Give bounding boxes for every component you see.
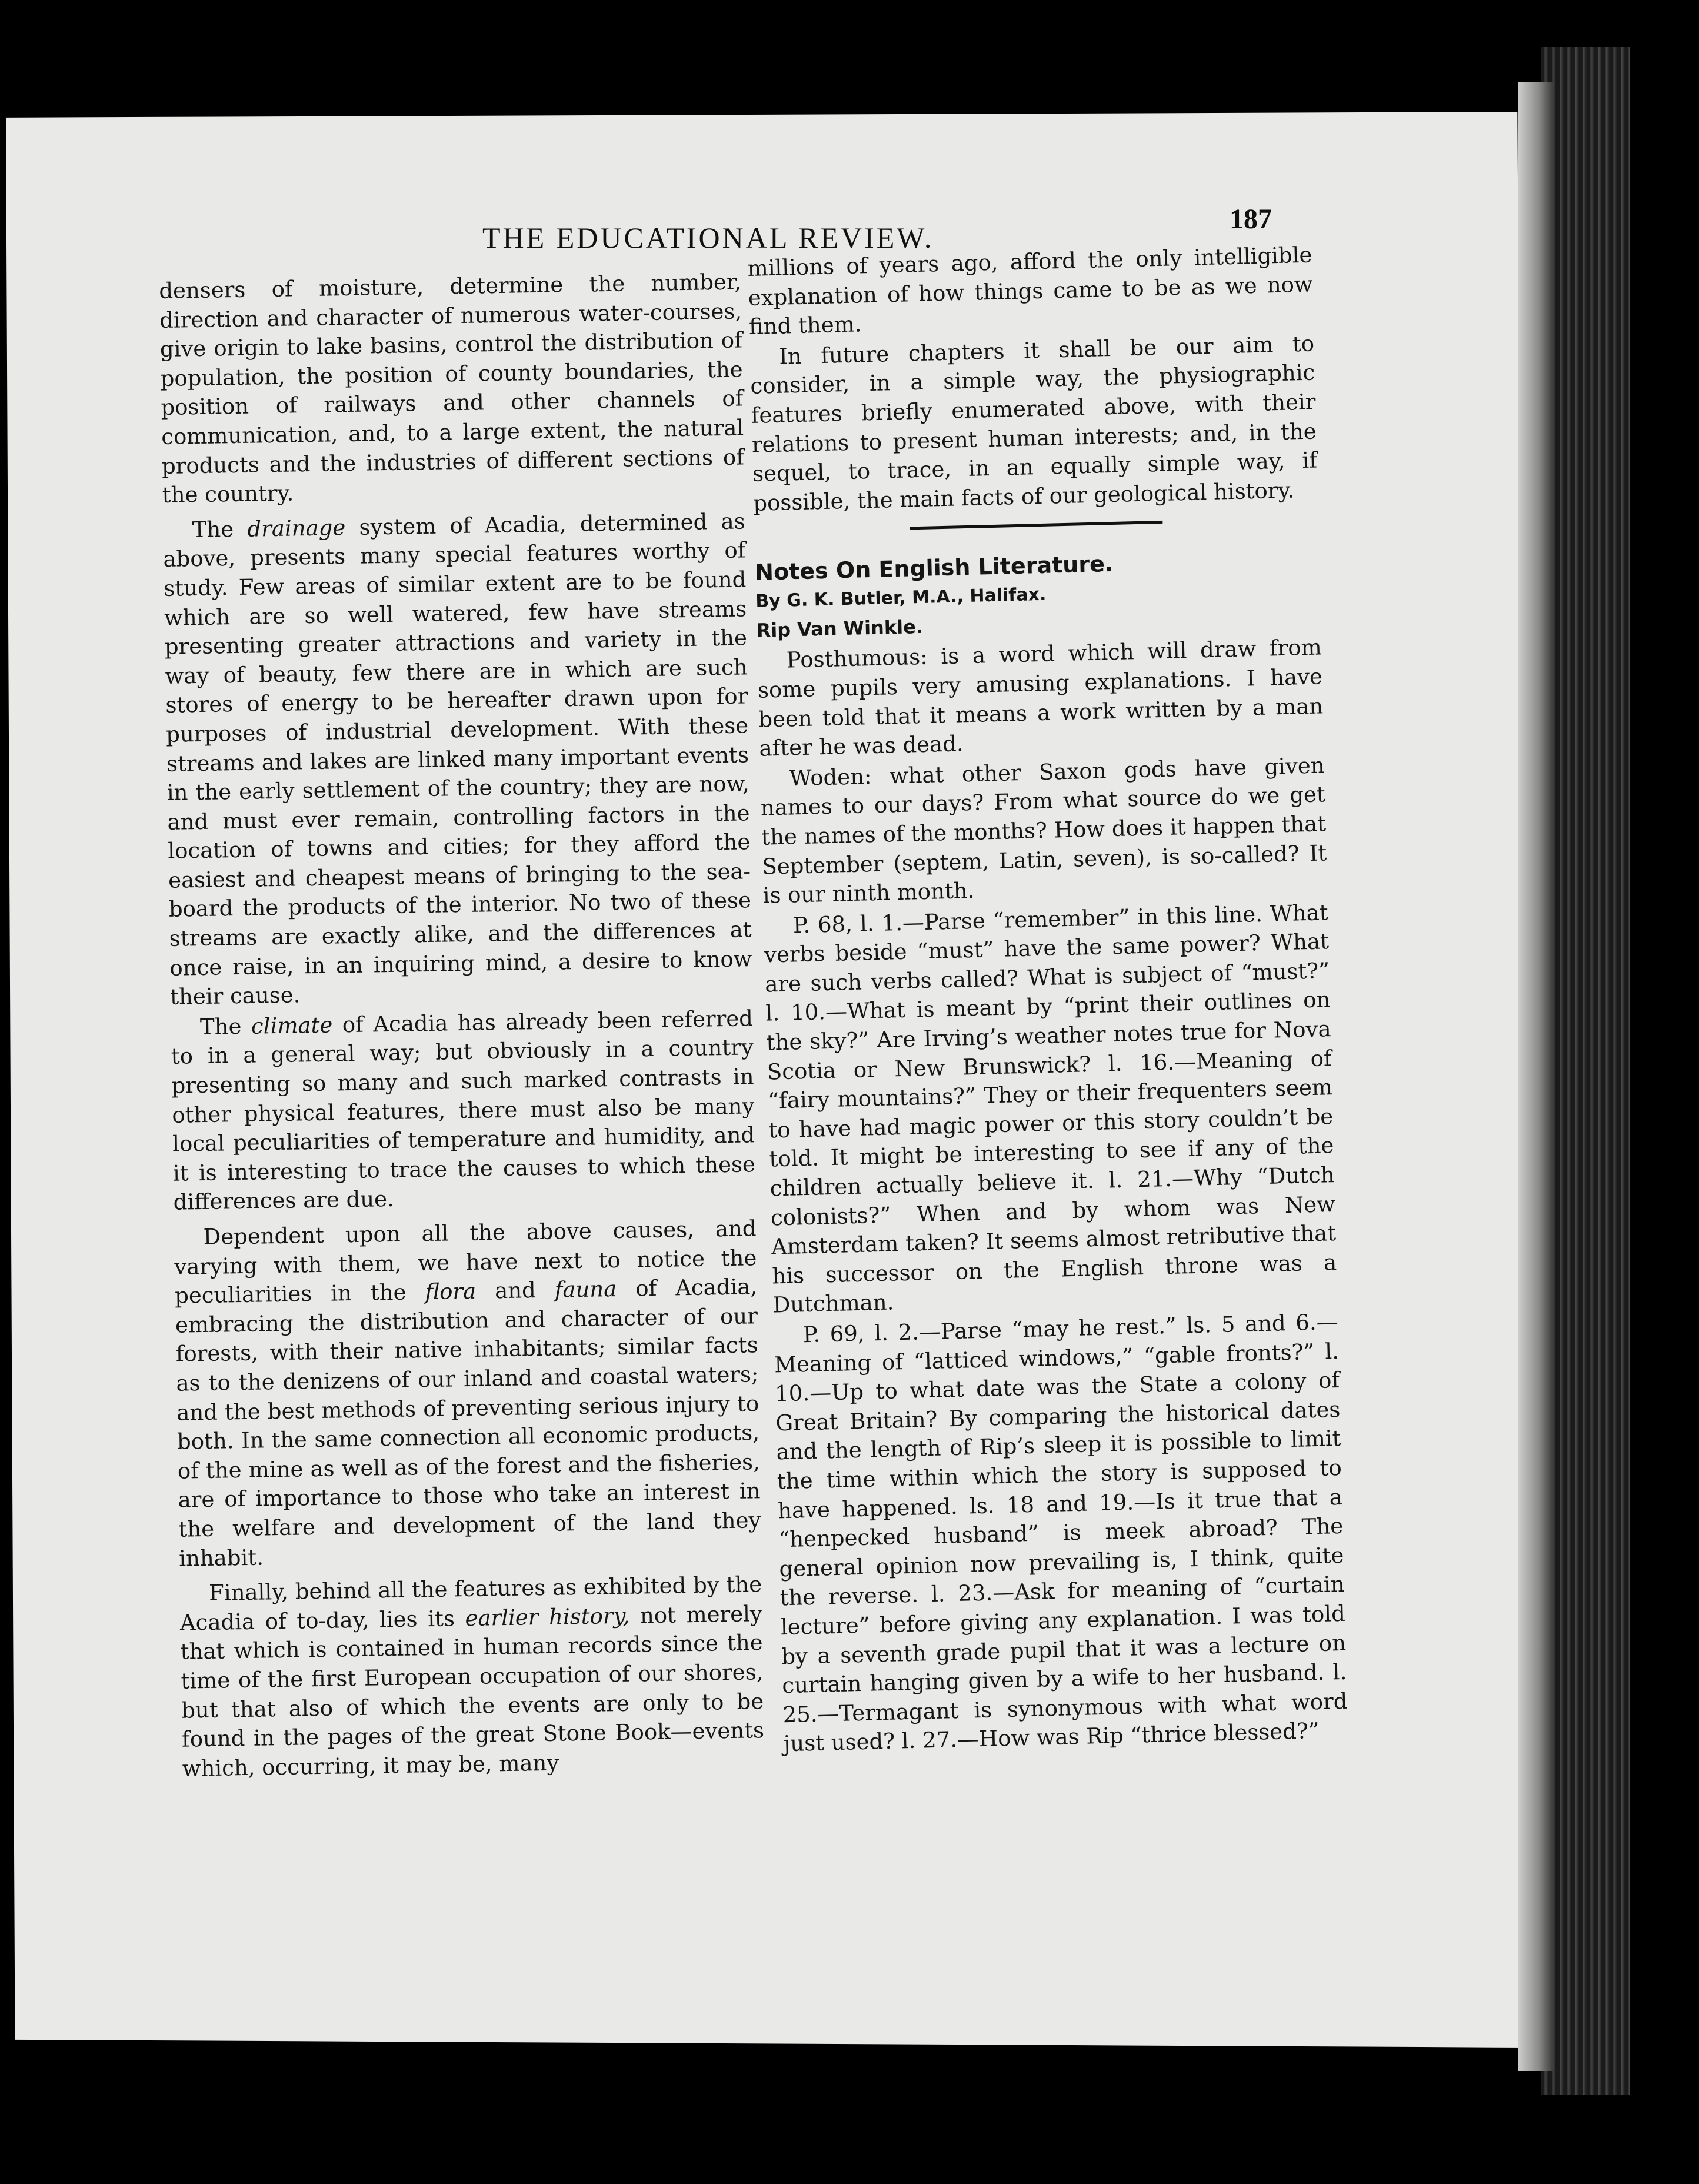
page-gutter-shadow — [1518, 82, 1553, 2071]
article-byline: By G. K. Butler, M.A., Halifax. — [755, 584, 1047, 612]
paragraph-woden: Woden: what other Saxon gods have given names to our days? From what source do we get the names of the months? How does it happen that September (septem, Latin, seven), is so-called? It is our ninth month. — [760, 753, 1327, 908]
paragraph-page-69: P. 69, l. 2.—Parse “may he rest.” ls. 5 and 6.—Meaning of “latticed windows,” “gable fronts?” l. 10.—Up to what date was the State a colony of Great Britain? By comparing the historical dates and the length of Rip’s sleep it is possible to limit the time within which the story is supposed to have happened. ls. 18 and 19.—Is it true that a “henpecked husband” is meek abroad? The general opinion now prevailing is, I think, quite the reverse. l. 23.—Ask for meaning of “curtain lecture” before giving any explanation. I was told by a seventh grade pupil that it was a lecture on curtain hanging given by a wife to her husband. l. 25.—Termagant is synonymous with what word just used? l. 27.—How was Rip “thrice blessed?” — [774, 1309, 1348, 1757]
paragraph-posthumous: Posthumous: is a word which will draw from some pupils very amusing explanations. I have been told that it means a work written by a man after he was dead. — [757, 634, 1324, 761]
page-number: 187 — [1230, 204, 1272, 235]
article-subtitle: Rip Van Winkle. — [756, 615, 924, 642]
paragraph-earlier-history: Finally, behind all the features as exhibited by the Acadia of to-day, lies its earlier history, not merely that which is contained in human records since the time of the first European occupation of our shores, but that also of which the events are only to be found in the pages of the great Stone Book—events which, occurring, it may be, many — [179, 1572, 765, 1782]
article-title: Notes On English Literature. — [754, 551, 1114, 586]
paragraph-continued: millions of years ago, afford the only intelligible explanation of how things came to be as we now find them. — [747, 242, 1314, 340]
paragraph-climate: The climate of Acadia has already been referred to in a general way; but obviously in a country presenting so many and such marked contrasts in other physical features, there must also be many local peculiarities of temperature and humidity, and it is interesting to trace the causes to which these differences are due. — [171, 1006, 756, 1216]
right-column — [747, 241, 1348, 1759]
paragraph-continued: densers of moisture, determine the number, direction and character of numerous water-courses, give origin to lake basins, control the distribution of population, the position of county boundaries, the position of railways and other channels of communication, and, to a large extent, the natural products and the industries of different sections of the country. — [159, 269, 745, 508]
book-page-edges — [1541, 47, 1630, 2095]
journal-title: THE EDUCATIONAL REVIEW. — [482, 221, 934, 254]
left-column — [159, 267, 765, 1783]
paragraph-drainage: The drainage system of Acadia, determined as above, presents many special features worthy of study. Few areas of similar extent are to be found which are so well watered, few have streams presenting greater attractions and variety in the way of beauty, few there are in which are such stores of energy to be hereafter drawn upon for purposes of industrial development. With these streams and lakes are linked many important events in the early settlement of the country; they are now, and must ever remain, controlling factors in the location of towns and cities; for they afford the easiest and cheapest means of bringing to the sea-board the products of the interior. No two of these streams are exactly alike, and the differences at once raise, in an inquiring mind, a desire to know their cause. — [163, 508, 752, 1010]
paragraph-page-68: P. 68, l. 1.—Parse “remember” in this line. What verbs beside “must” have the same power? What are such verbs called? What is subject of “must?” l. 10.—What is meant by “print their outlines on the sky?” Are Irving’s weather notes true for Nova Scotia or New Brunswick? l. 16.—Meaning of “fairy mountains?” They or their frequenters seem to have had magic power or this story couldn’t be told. It might be interesting to see if any of the children actually believe it. l. 21.—Why “Dutch colonists?” When and by whom was New Amsterdam taken? It seems almost retributive that his successor on the English throne was a Dutchman. — [764, 899, 1337, 1318]
paragraph-future-chapters: In future chapters it shall be our aim to consider, in a simple way, the physiographic features briefly enumerated above, with their relations to present human interests; and, in the sequel, to trace, in an equally simple way, if possible, the main facts of our geological history. — [749, 331, 1318, 516]
section-rule — [910, 521, 1162, 530]
paragraph-flora-fauna: Dependent upon all the above causes, and varying with them, we have next to notice the peculiarities in the flora and fauna of Acadia, embracing the distribution and character of our forests, with their native inhabitants; similar facts as to the denizens of our inland and coastal waters; and the best methods of preventing serious injury to both. In the same connection all economic products, of the mine as well as of the forest and the fisheries, are of importance to those who take an interest in the welfare and development of the land they inhabit. — [174, 1216, 761, 1572]
